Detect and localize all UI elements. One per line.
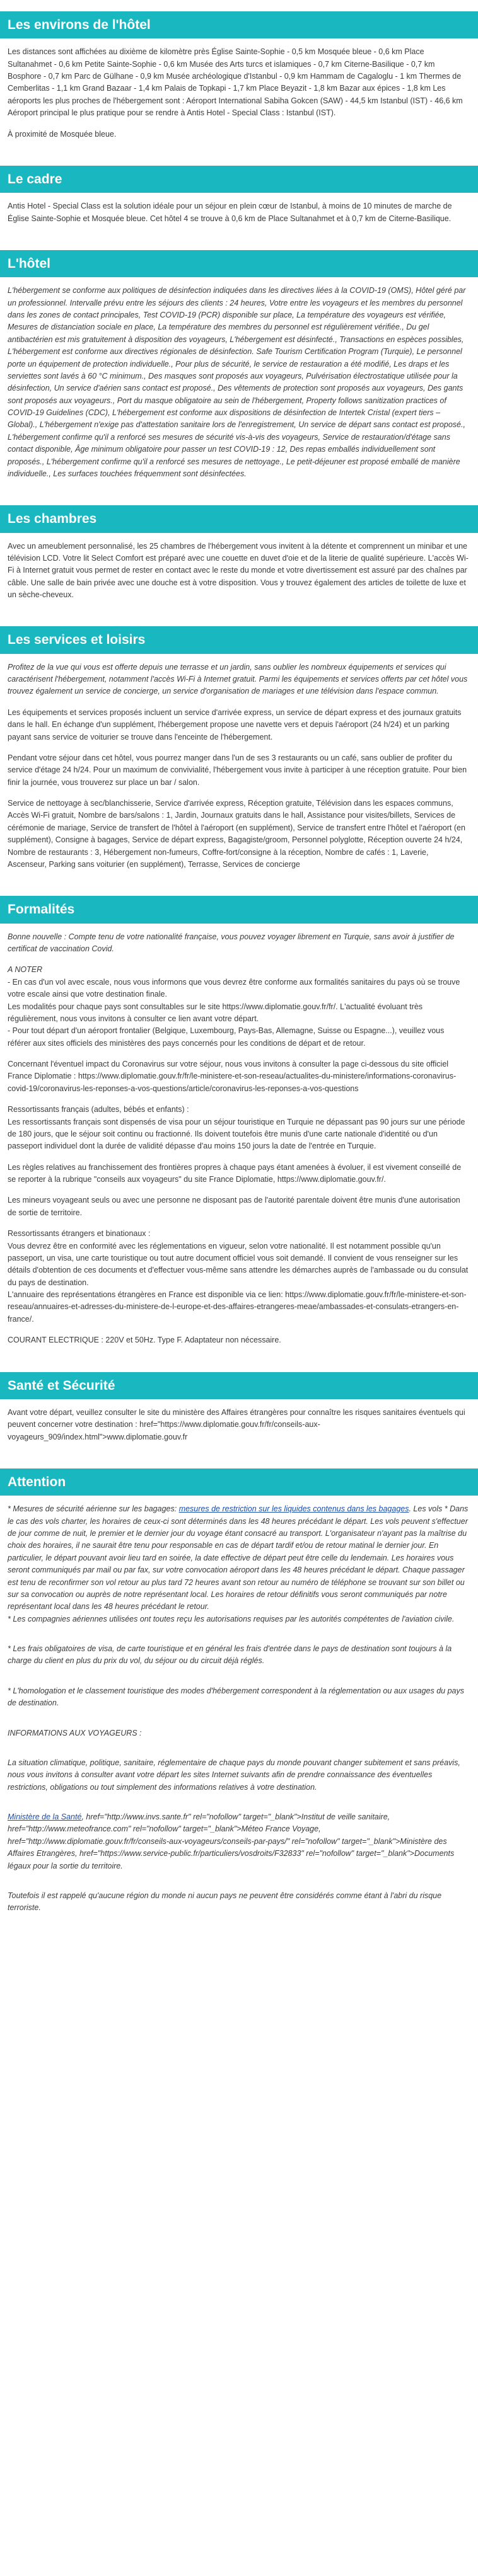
section-title-services: Les services et loisirs	[0, 626, 478, 653]
section-title-formalites: Formalités	[0, 896, 478, 923]
hotel-covid-measures-text: L'hébergement se conforme aux politiques de désinfection indiquées dans les directives liées à la COVID-19 (OMS), Hôtel géré par un professionnel. Intervalle prévu entre les séjours des clients : 24 heures, Votre entre les voyageurs et les membres du personnel dans les zones de contact principales, Test COVID-19 (PCR) disponible sur place, La température des voyageurs est vérifiée, Mesures de distanciation sociale en place, La température des membres du personnel est régulièrement vérifiée., Du gel antibactérien est mis gratuitement à disposition des voyageurs, L'hébergement est désinfecté., Transactions en espèces possibles, L'hébergement est conforme aux directives régionales de désinfection. Safe Tourism Certification Program (Turquie), Le personnel porte un équipement de protection individuelle., Pour plus de sécurité, le service de restauration a été modifié, Les draps et les serviettes sont lavés à 60 °C minimum., Des masques sont proposés aux voyageurs, Pulvérisation électrostatique utilisée pour la désinfection, Un service d'aérien sans contact est proposé., Des vêtements de protection sont proposés aux voyageurs, Des gants sont proposés aux voyageurs., Port du masque obligatoire au sein de l'hébergement, Property follows sanitization practices of COVID-19 Guidelines (CDC), L'hébergement est conforme aux dispositions de désinfection de Intertek Cristal (expert tiers – Global)., L'hébergement n'exige pas d'attestation sanitaire lors de l'enregistrement, Un service de départ sans contact est proposé., L'hébergement confirme qu'il a renforcé ses mesures de sécurité vis-à-vis des voyageurs, Service de restauration/d'étage sans contact disponible, Âge minimum obligatoire pour passer un test COVID-19 : 12, Des repas emballés individuellement sont proposés., L'hébergement confirme qu'il a renforcé ses mesures de nettoyage., Le petit-déjeuner est proposé emballé de manière individuelle., Les surfaces touchées fréquemment sont désinfectées.	[8, 286, 466, 478]
formalites-foreign-text: Vous devrez être en conformité avec les réglementations en vigueur, selon votre nationalité. Il est notamment possible qu'un passeport, un visa, une carte touristique ou tout autre document officiel vous soit demandé. Il convient de vous renseigner sur les détails d'obtention de ces documents et d'effectuer vous-même sans attendre les démarches auprès de l'ambassade ou du consulat du pays de destination.	[8, 1241, 469, 1287]
section-environs	[0, 11, 478, 140]
services-equipment-text: Les équipements et services proposés incluent un service d'arrivée express, un service de départ express et des journaux gratuits dans le hall. En échange d'un supplément, l'hébergement propose une navette vers et depuis l'aéroport (24 h/24) et un parking payant sans service de voiturier se trouve dans l'enceinte de l'hébergement.	[8, 707, 462, 741]
section-chambres	[0, 505, 478, 601]
attention-links-text	[8, 1811, 469, 1872]
attention-terrorism-text: Toutefois il est rappelé qu'aucune région du monde ni aucun pays ne peuvent être considérés comme étant à l'abri du risque terroriste.	[8, 1891, 442, 1913]
section-cadre	[0, 166, 478, 225]
attention-links-body: , href="http://www.invs.sante.fr" rel="nofollow" target="_blank">Institut de veille sanitaire, href="http://www.meteofrance.com" rel="nofollow" target="_blank">Méteo France Voyage, href="http://www.diplomatie.gouv.fr/fr/conseils-aux-voyageurs/conseils-par-pays/" rel="nofollow" target="_blank">Ministère des Affaires Etrangères, href="https://www.service-public.fr/particuliers/vosdroits/F32833" rel="nofollow" target="_blank">Documents légaux pour la sortie du territoire.	[8, 1812, 455, 1870]
health-ministry-link[interactable]: Ministère de la Santé	[8, 1812, 82, 1821]
formalites-good-news-text: Bonne nouvelle : Compte tenu de votre nationalité française, vous pouvez voyager librement en Turquie, sans avoir à justifier de certificat de vaccination Covid.	[8, 932, 455, 954]
formalites-note-border-airports: - Pour tout départ d'un aéroport frontalier (Belgique, Luxembourg, Pays-Bas, Allemagne, Suisse ou Espagne...), veuillez vous référer aux sites officiels des ministères des pays concernés pour les conditions de départ et de retour.	[8, 1026, 445, 1048]
formalites-foreign-heading: Ressortissants étrangers et binationaux :	[8, 1229, 151, 1239]
formalites-minors-text: Les mineurs voyageant seuls ou avec une personne ne disposant pas de l'autorité parentale doivent être munis d'une autorisation de sortie de territoire.	[8, 1196, 460, 1217]
formalites-borders-text: Les règles relatives au franchissement des frontières propres à chaque pays étant amenées à évoluer, il est vivement conseillé de se reporter à la rubrique "conseils aux voyageurs" du site France Diplomatie, https://www.diplomatie.gouv.fr/.	[8, 1162, 462, 1184]
spacer	[8, 1802, 469, 1811]
environs-proximity-text: À proximité de Mosquée bleue.	[8, 129, 117, 139]
section-content-sante	[0, 1407, 478, 1443]
formalites-coronavirus-text: Concernant l'éventuel impact du Coronavirus sur votre séjour, nous vous invitons à consulter la page ci-dessous du site officiel France Diplomatie : https://www.diplomatie.gouv.fr/fr/le-ministere-et-son-reseau/actualites-du-ministere/informations-coronavirus-covid-19/coronavirus-les-reponses-a-vos-questions/article/coronavirus-les-reponses-a-vos-questions	[8, 1060, 457, 1093]
section-title-hotel: L'hôtel	[0, 250, 478, 277]
section-title-chambres: Les chambres	[0, 505, 478, 532]
section-hotel	[0, 250, 478, 480]
section-content-environs	[0, 46, 478, 140]
services-intro-text: Profitez de la vue qui vous est offerte depuis une terrasse et un jardin, sans oublier les nombreux équipements et services qui caractérisent l'hébergement, notamment l'accès Wi-Fi à Internet gratuit. Parmi les équipements et services offerts par cet hôtel vous trouvez également un service de concierge, un service d'organisation de mariages et une télévision dans l'espace commun.	[8, 662, 468, 696]
section-content-services	[0, 661, 478, 871]
liquids-restriction-link[interactable]: mesures de restriction sur les liquides contenus dans les bagages	[178, 1504, 409, 1514]
attention-fees-text: * Les frais obligatoires de visa, de carte touristique et en général les frais d'entrée dans le pays de destination sont toujours à la charge du client en plus du prix du vol, du séjour ou du circuit déjà réglés.	[8, 1644, 452, 1666]
formalites-electric-text: COURANT ELECTRIQUE : 220V et 50Hz. Type F. Adaptateur non nécessaire.	[8, 1336, 281, 1345]
section-sante	[0, 1372, 478, 1443]
attention-luggage-prefix: * Mesures de sécurité aérienne sur les bagages:	[8, 1504, 179, 1514]
spacer	[8, 1634, 469, 1643]
services-list-text: Service de nettoyage à sec/blanchisserie, Service d'arrivée express, Réception gratuite, Télévision dans les espaces communs, Accès Wi-Fi gratuit, Nombre de bars/salons : 1, Jardin, Journaux gratuits dans le hall, Assistance pour visites/billets, Services de cérémonie de mariage, Service de transfert de l'hôtel à l'aéroport (en supplément), Service de transfert entre l'hôtel et l'aéroport (en supplément), Consigne à bagages, Service de départ express, Bagagiste/groom, Personnel polyglotte, Réception ouverte 24 h/24, Nombre de restaurants : 3, Hébergement non-fumeurs, Coffre-fort/consigne à la réception, Nombre de cafés : 1, Laverie, Ascenseur, Parking sans voiturier (en supplément), Terrasse, Services de concierge	[8, 799, 465, 869]
attention-travelers-heading: INFORMATIONS AUX VOYAGEURS :	[8, 1728, 142, 1737]
spacer	[8, 1676, 469, 1685]
section-formalites	[0, 896, 478, 1346]
attention-flights-body: . Les vols * Dans le cas des vols charter, les horaires de ceux-ci sont déterminés dans les 48 heures précédant le départ. Les vols peuvent s'effectuer de jour comme de nuit, le premier et le dernier jour du voyage étant consacré au transport. L'organisateur n'ayant pas la maîtrise du choix des horaires, il ne saurait être tenu pour responsable en cas de départ tardif et/ou de retour matinal le dernier jour. En particulier, le départ pouvant avoir lieu tard en soirée, la date effective de départ peut être celle du lendemain. Les horaires vous seront communiqués par mail ou par fax, sur votre convocation aéroport dans les 48 heures précédant le départ. Chaque passager est tenu de reconfirmer son vol retour au plus tard 72 heures avant son retour au numéro de téléphone se trouvant sur son billet ou sur sa convocation ou auprès de notre représentant local. Les horaires de retour définitifs vous seront communiqués par notre représentant local dans les 48 heures précédant le retour.	[8, 1504, 469, 1611]
section-title-environs: Les environs de l'hôtel	[0, 11, 478, 38]
formalites-directory-text: L'annuaire des représentations étrangères en France est disponible via ce lien: https://www.diplomatie.gouv.fr/fr/le-ministere-et-son-reseau/annuaires-et-adresses-du-ministere-de-l-europe-et-des-affaires-etrangeres-meae/ambassades-et-consulats-etrangers-en-france/.	[8, 1290, 467, 1324]
spacer	[8, 1748, 469, 1757]
section-content-formalites	[0, 931, 478, 1347]
formalites-french-text: Les ressortissants français sont dispensés de visa pour un séjour touristique en Turquie ne dépassant pas 90 jours sur une période de 180 jours, que le séjour soit continu ou fractionné. Ils doivent toutefois être munis d'une carte nationale d'identité ou d'un passeport individuel dont la durée de validité dépasse d'au moins 150 jours la date de l'entrée en Turquie.	[8, 1117, 465, 1151]
attention-airlines-text: * Les compagnies aériennes utilisées ont toutes reçu les autorisations requises par les autorités compétentes de l'aviation civile.	[8, 1614, 455, 1623]
section-title-cadre: Le cadre	[0, 166, 478, 193]
section-services	[0, 626, 478, 871]
formalites-note-modalities: Les modalités pour chaque pays sont consultables sur le site https://www.diplomatie.gouv.fr/fr/. L'actualité évoluant très régulièrement, nous vous invitons à consulter ce lien avant votre départ.	[8, 1002, 423, 1023]
section-content-hotel	[0, 285, 478, 480]
section-content-chambres	[0, 541, 478, 602]
formalites-note-stopover: - En cas d'un vol avec escale, nous vous informons que vous devrez être conforme aux formalités sanitaires du pays où se trouve votre escale ainsi que votre destination finale.	[8, 977, 460, 999]
sante-text: Avant votre départ, veuillez consulter le site du ministère des Affaires étrangères pour connaître les risques sanitaires éventuels qui peuvent concerner votre destination : href="https://www.diplomatie.gouv.fr/fr/conseils-aux-voyageurs_909/index.html">www.diplomatie.gouv.fr	[8, 1407, 465, 1441]
chambres-text: Avec un ameublement personnalisé, les 25 chambres de l'hébergement vous invitent à la détente et comprennent un minibar et une télévision LCD. Votre lit Select Comfort est préparé avec une couette en duvet d'oie et de la literie de qualité supérieure. L'accès Wi-Fi à Internet gratuit vous permet de rester en contact avec le reste du monde et votre divertissement est assuré par des chaînes par câble. Une salle de bain privée avec une douche est à votre disposition. Vous y trouvez également des articles de toilette de luxe et un sèche-cheveux.	[8, 541, 469, 600]
attention-consult-text: nous vous invitons à consulter avant votre départ les sites Internet suivants afin de prendre connaissance des éventuelles restrictions, obligations ou tout simplement des informations relatives à votre destination.	[8, 1770, 433, 1792]
attention-situation-text: La situation climatique, politique, sanitaire, réglementaire de chaque pays du monde pouvant changer subitement et sans préavis,	[8, 1758, 460, 1767]
environs-distances-text: Les distances sont affichées au dixième de kilomètre près Église Sainte-Sophie - 0,5 km Mosquée bleue - 0,6 km Place Sultanahmet - 0,6 km Petite Sainte-Sophie - 0,6 km Musée des Arts turcs et islamiques - 0,7 km Citerne-Basilique - 0,7 km Bosphore - 0,7 km Parc de Gülhane - 0,9 km Musée archéologique d'Istanbul - 0,9 km Hammam de Cagaloglu - 1 km Thermes de Cemberlitas - 1,1 km Grand Bazaar - 1,4 km Palais de Topkapi - 1,7 km Place Beyazit - 1,8 km Bazar aux épices - 1,8 km Les aéroports les plus proches de l'hébergement sont : Aéroport International Sabiha Gokcen (SAW) - 44,5 km Istanbul (IST) - 46,6 km Aéroport principal le plus pratique pour se rendre à Antis Hotel - Special Class : Istanbul (IST).	[8, 47, 463, 118]
services-restaurants-text: Pendant votre séjour dans cet hôtel, vous pourrez manger dans l'un de ses 3 restaurants ou un café, sans oublier de profiter du service d'étage 24 h/24. Pour un maximum de convivialité, l'hébergement vous invite à participer à une réception gratuite. Pour bien finir la journée, vous trouverez sur place un bar / salon.	[8, 753, 467, 787]
spacer	[8, 1719, 469, 1727]
section-content-attention	[0, 1503, 478, 1914]
formalites-note-heading: A NOTER	[8, 965, 43, 975]
formalites-french-heading: Ressortissants français (adultes, bébés et enfants) :	[8, 1105, 189, 1114]
section-title-sante: Santé et Sécurité	[0, 1372, 478, 1399]
section-title-attention: Attention	[0, 1468, 478, 1496]
section-attention	[0, 1468, 478, 1915]
attention-flights-text	[8, 1503, 469, 1613]
section-content-cadre	[0, 200, 478, 225]
spacer	[8, 1881, 469, 1890]
cadre-text: Antis Hotel - Special Class est la solution idéale pour un séjour en plein cœur de Istanbul, à moins de 10 minutes de marche de Église Sainte-Sophie et Mosquée bleue. Cet hôtel 4 se trouve à 0,6 km de Place Sultanahmet et à 0,7 km de Citerne-Basilique.	[8, 202, 452, 223]
attention-classification-text: * L'homologation et le classement touristique des modes d'hébergement correspondent à la réglementation ou aux usages du pays de destination.	[8, 1686, 464, 1708]
